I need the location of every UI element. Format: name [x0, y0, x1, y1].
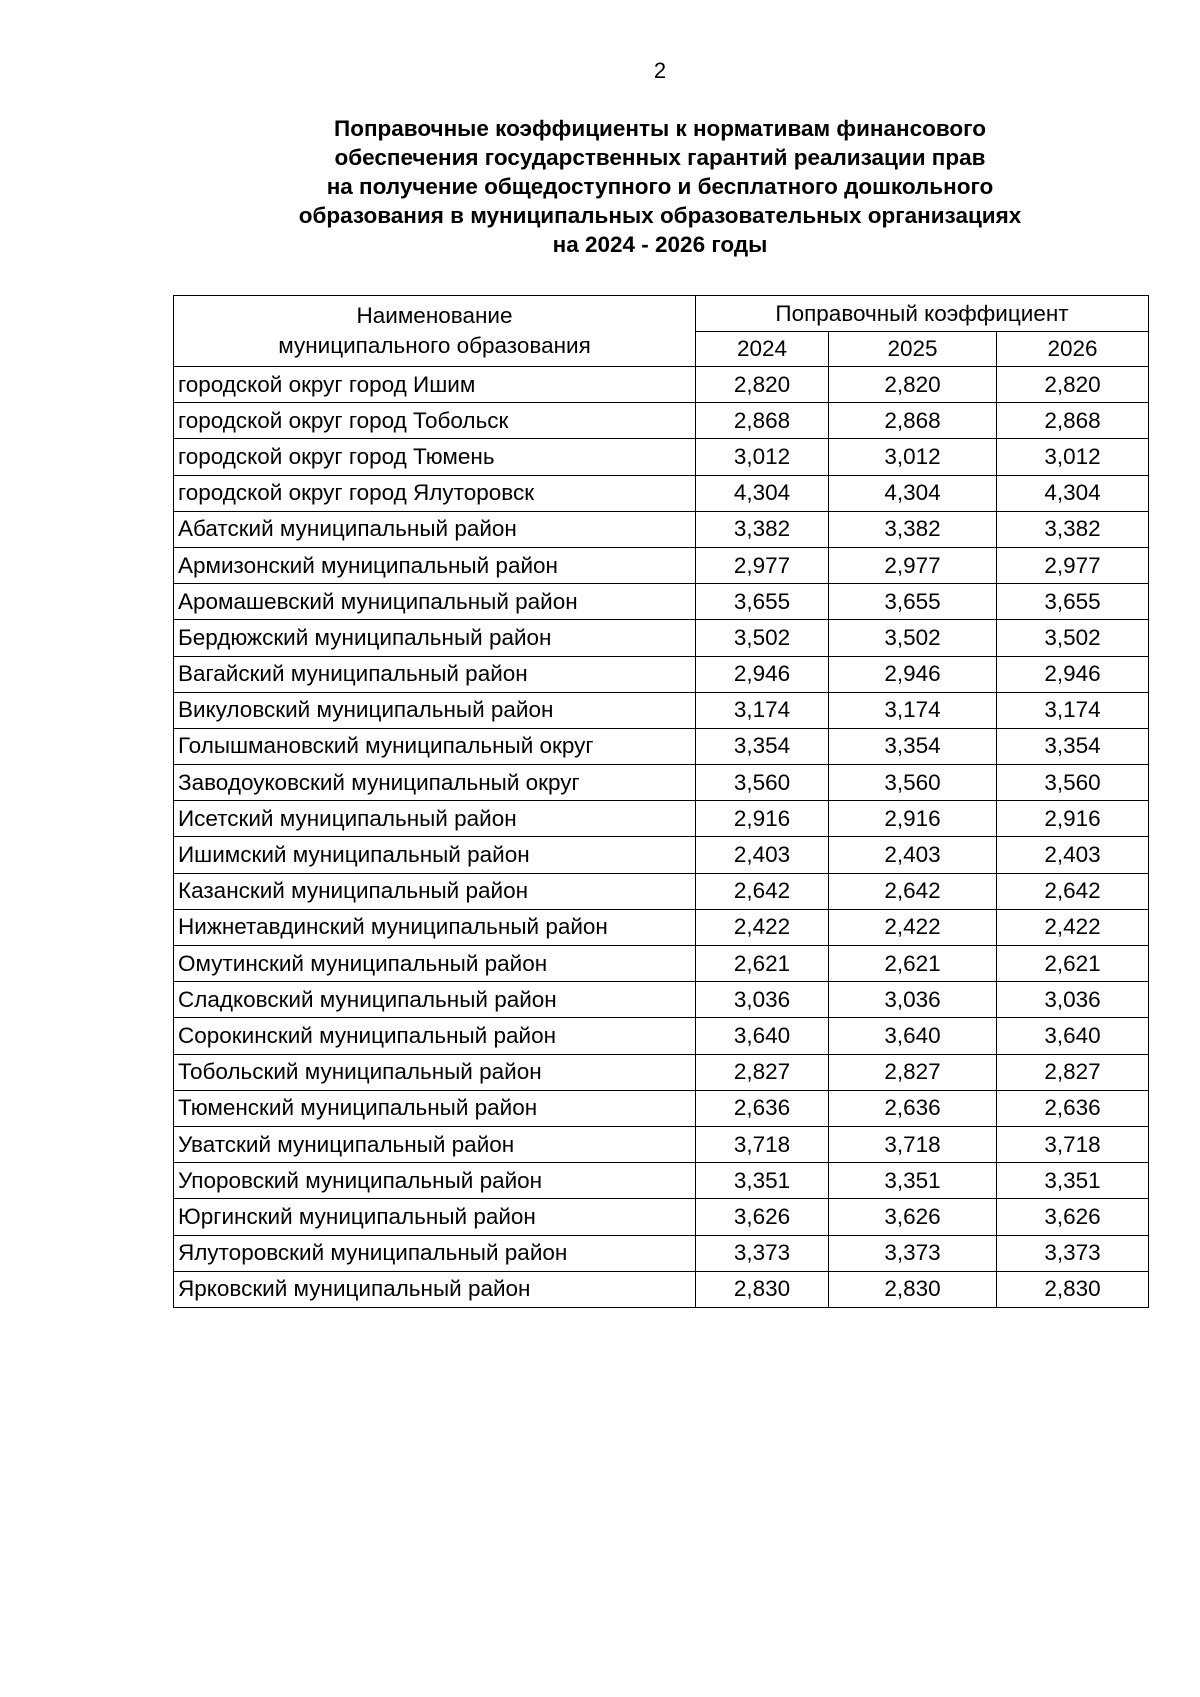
coefficient-value-2025: 2,422 [829, 909, 997, 945]
coefficient-value-2026: 3,502 [997, 620, 1149, 656]
municipality-name: Упоровский муниципальный район [174, 1163, 696, 1199]
municipality-name: городской округ город Ишим [174, 367, 696, 403]
coefficient-value-2025: 3,354 [829, 728, 997, 764]
coefficient-value-2024: 3,382 [696, 511, 829, 547]
coefficient-value-2024: 3,640 [696, 1018, 829, 1054]
table-row [174, 1126, 1149, 1162]
coefficient-value-2024: 2,946 [696, 656, 829, 692]
table-row [174, 692, 1149, 728]
coefficient-value-2026: 2,403 [997, 837, 1149, 873]
table-row [174, 403, 1149, 439]
coefficient-value-2024: 2,977 [696, 547, 829, 583]
coefficient-value-2024: 3,036 [696, 982, 829, 1018]
coefficients-table [173, 295, 1149, 1308]
municipality-name: Сладковский муниципальный район [174, 982, 696, 1018]
table-row [174, 547, 1149, 583]
municipality-name: Вагайский муниципальный район [174, 656, 696, 692]
coefficient-value-2026: 3,174 [997, 692, 1149, 728]
coefficient-value-2024: 2,868 [696, 403, 829, 439]
table-row [174, 1271, 1149, 1307]
table-row [174, 1199, 1149, 1235]
municipality-name: Исетский муниципальный район [174, 801, 696, 837]
municipality-name: Уватский муниципальный район [174, 1126, 696, 1162]
coefficient-value-2026: 4,304 [997, 475, 1149, 511]
coefficient-value-2024: 3,351 [696, 1163, 829, 1199]
table-row [174, 1018, 1149, 1054]
coefficient-value-2025: 2,868 [829, 403, 997, 439]
municipality-name: Голышмановский муниципальный округ [174, 728, 696, 764]
coefficient-value-2025: 2,946 [829, 656, 997, 692]
coefficient-value-2025: 2,820 [829, 367, 997, 403]
coefficient-value-2025: 3,640 [829, 1018, 997, 1054]
table-body [174, 367, 1149, 1308]
coefficient-value-2025: 3,560 [829, 765, 997, 801]
coefficient-value-2026: 3,560 [997, 765, 1149, 801]
table-row [174, 367, 1149, 403]
municipality-name: Тобольский муниципальный район [174, 1054, 696, 1090]
coefficient-value-2025: 3,012 [829, 439, 997, 475]
coefficient-value-2026: 2,977 [997, 547, 1149, 583]
table-row [174, 873, 1149, 909]
table-row [174, 728, 1149, 764]
table-row [174, 656, 1149, 692]
coefficient-value-2024: 3,174 [696, 692, 829, 728]
coefficient-value-2024: 2,820 [696, 367, 829, 403]
municipality-name: Бердюжский муниципальный район [174, 620, 696, 656]
coefficient-value-2025: 3,626 [829, 1199, 997, 1235]
municipality-name: Абатский муниципальный район [174, 511, 696, 547]
coefficient-value-2024: 3,560 [696, 765, 829, 801]
year-header-2026: 2026 [997, 332, 1149, 367]
table-header [174, 296, 1149, 367]
coefficient-value-2025: 2,830 [829, 1271, 997, 1307]
municipality-name: Омутинский муниципальный район [174, 946, 696, 982]
municipality-name: Ялуторовский муниципальный район [174, 1235, 696, 1271]
coefficient-value-2025: 3,382 [829, 511, 997, 547]
coefficient-value-2026: 3,036 [997, 982, 1149, 1018]
coefficient-header: Поправочный коэффициент [696, 296, 1149, 332]
municipality-name: Викуловский муниципальный район [174, 692, 696, 728]
coefficient-value-2025: 2,827 [829, 1054, 997, 1090]
coefficient-value-2024: 2,636 [696, 1090, 829, 1126]
coefficient-value-2024: 3,502 [696, 620, 829, 656]
coefficient-value-2024: 4,304 [696, 475, 829, 511]
coefficient-value-2026: 2,621 [997, 946, 1149, 982]
table-row [174, 1090, 1149, 1126]
coefficient-value-2025: 2,916 [829, 801, 997, 837]
coefficient-value-2026: 2,642 [997, 873, 1149, 909]
coefficient-value-2025: 3,373 [829, 1235, 997, 1271]
municipality-name: Сорокинский муниципальный район [174, 1018, 696, 1054]
document-title [175, 114, 1145, 259]
coefficient-value-2026: 2,868 [997, 403, 1149, 439]
coefficient-value-2025: 4,304 [829, 475, 997, 511]
table-row [174, 982, 1149, 1018]
year-header-2024: 2024 [696, 332, 829, 367]
title-line: Поправочные коэффициенты к нормативам финансового [334, 116, 986, 141]
municipality-name: городской округ город Тобольск [174, 403, 696, 439]
coefficient-value-2024: 3,373 [696, 1235, 829, 1271]
municipality-name: Заводоуковский муниципальный округ [174, 765, 696, 801]
coefficient-value-2024: 2,422 [696, 909, 829, 945]
table-row [174, 909, 1149, 945]
coefficient-value-2026: 2,422 [997, 909, 1149, 945]
table-row [174, 584, 1149, 620]
municipality-name: городской округ город Тюмень [174, 439, 696, 475]
municipality-name: Нижнетавдинский муниципальный район [174, 909, 696, 945]
name-header-line: Наименование [356, 303, 513, 328]
coefficient-value-2024: 2,827 [696, 1054, 829, 1090]
municipality-name: городской округ город Ялуторовск [174, 475, 696, 511]
coefficient-value-2024: 2,403 [696, 837, 829, 873]
coefficient-value-2026: 3,655 [997, 584, 1149, 620]
title-line: на 2024 - 2026 годы [552, 232, 768, 257]
coefficient-value-2025: 3,655 [829, 584, 997, 620]
coefficient-value-2024: 3,718 [696, 1126, 829, 1162]
year-header-2025: 2025 [829, 332, 997, 367]
coefficient-value-2025: 3,174 [829, 692, 997, 728]
coefficient-value-2024: 2,916 [696, 801, 829, 837]
municipality-name: Казанский муниципальный район [174, 873, 696, 909]
coefficient-value-2026: 2,636 [997, 1090, 1149, 1126]
coefficient-value-2025: 3,502 [829, 620, 997, 656]
coefficient-value-2024: 3,012 [696, 439, 829, 475]
coefficient-value-2025: 2,636 [829, 1090, 997, 1126]
coefficient-value-2026: 2,916 [997, 801, 1149, 837]
municipality-name: Армизонский муниципальный район [174, 547, 696, 583]
table-row [174, 511, 1149, 547]
table-row [174, 1235, 1149, 1271]
table-row [174, 620, 1149, 656]
coefficient-value-2026: 3,351 [997, 1163, 1149, 1199]
coefficient-value-2026: 3,373 [997, 1235, 1149, 1271]
coefficient-value-2025: 2,977 [829, 547, 997, 583]
coefficient-value-2024: 2,642 [696, 873, 829, 909]
municipality-name: Юргинский муниципальный район [174, 1199, 696, 1235]
coefficient-value-2026: 3,012 [997, 439, 1149, 475]
table-row [174, 439, 1149, 475]
name-header-line: муниципального образования [278, 333, 591, 358]
coefficient-value-2024: 3,655 [696, 584, 829, 620]
table-row [174, 1163, 1149, 1199]
coefficient-value-2025: 3,351 [829, 1163, 997, 1199]
page-number: 2 [653, 58, 667, 83]
coefficient-value-2026: 2,946 [997, 656, 1149, 692]
coefficient-value-2026: 3,718 [997, 1126, 1149, 1162]
coefficient-value-2026: 3,354 [997, 728, 1149, 764]
coefficient-value-2025: 2,403 [829, 837, 997, 873]
coefficient-value-2024: 2,830 [696, 1271, 829, 1307]
coefficient-value-2026: 3,640 [997, 1018, 1149, 1054]
table-row [174, 1054, 1149, 1090]
coefficient-value-2024: 2,621 [696, 946, 829, 982]
coefficient-value-2026: 2,830 [997, 1271, 1149, 1307]
municipality-name: Аромашевский муниципальный район [174, 584, 696, 620]
coefficient-value-2026: 2,820 [997, 367, 1149, 403]
coefficient-value-2024: 3,354 [696, 728, 829, 764]
municipality-name: Ярковский муниципальный район [174, 1271, 696, 1307]
coefficient-value-2025: 3,036 [829, 982, 997, 1018]
coefficient-value-2026: 3,382 [997, 511, 1149, 547]
municipality-name: Тюменский муниципальный район [174, 1090, 696, 1126]
table-row [174, 837, 1149, 873]
table-row [174, 765, 1149, 801]
coefficient-value-2025: 3,718 [829, 1126, 997, 1162]
table-row [174, 475, 1149, 511]
coefficient-value-2024: 3,626 [696, 1199, 829, 1235]
name-column-header [174, 296, 696, 367]
coefficient-value-2025: 2,621 [829, 946, 997, 982]
coefficient-value-2025: 2,642 [829, 873, 997, 909]
coefficient-value-2026: 2,827 [997, 1054, 1149, 1090]
title-line: на получение общедоступного и бесплатного дошкольного [326, 174, 994, 199]
table-row [174, 801, 1149, 837]
title-line: образования в муниципальных образовательных организациях [298, 203, 1022, 228]
coefficient-value-2026: 3,626 [997, 1199, 1149, 1235]
table-row [174, 946, 1149, 982]
municipality-name: Ишимский муниципальный район [174, 837, 696, 873]
title-line: обеспечения государственных гарантий реализации прав [334, 145, 986, 170]
